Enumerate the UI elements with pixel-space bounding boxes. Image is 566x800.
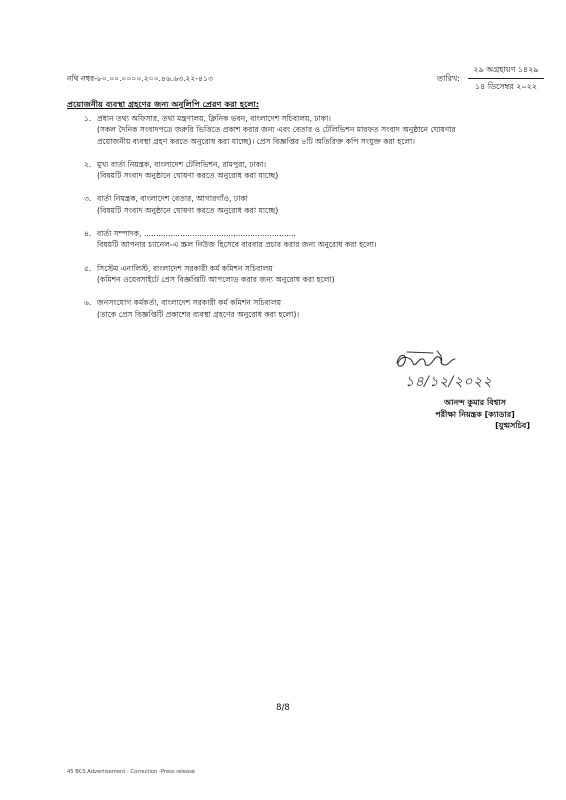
item-number: ৩.	[84, 194, 92, 204]
signatory-block	[395, 397, 555, 432]
item-line: বার্তা সম্পাদক, ...............................................................	[97, 229, 296, 239]
item-line: প্রয়োজনীয় ব্যবস্থা গ্রহণ করতে অনুরোধ করা যাচ্ছে)। প্রেস বিজ্ঞপ্তির ৪টি অতিরিক্ত কপি সংযুক্ত করা হলো।	[97, 136, 415, 146]
item-line: (কমিশন ওয়েবসাইটে প্রেস বিজ্ঞপ্তিটি আপলোড করার জন্য অনুরোধ করা হলো)	[97, 274, 335, 284]
signatory-name: আনন্দ কুমার বিশ্বাস	[444, 398, 506, 407]
item-line: বিষয়টি আপনার চ্যানেল-এ স্ক্রল নিউজ হিসেবে বারবার প্রচার করার জন্য অনুরোধ করা হলো।	[97, 240, 377, 250]
recipient-item	[67, 263, 547, 286]
item-line: জনসংযোগ কর্মকর্তা, বাংলাদেশ সরকারী কর্ম কমিশন সচিবালয়	[97, 298, 282, 308]
file-number: নথি নম্বর-৮০.০০.০০০০.২০০.৪৬.৬৩.২২-৪১৩	[67, 74, 213, 83]
recipient-item	[67, 113, 547, 147]
item-line: বার্তা নিয়ন্ত্রক, বাংলাদেশ বেতার, আগারগাঁও, ঢাকা	[97, 194, 248, 204]
recipient-list	[67, 113, 547, 320]
item-line: (তাকে প্রেস বিজ্ঞপ্তিটি প্রকাশের ব্যবস্থা গ্রহণের অনুরোধ করা হলো)।	[97, 309, 300, 319]
date-label: তারিখ:	[437, 74, 460, 83]
date-english: ১৪ ডিসেম্বর ২০২২	[474, 82, 538, 91]
document-footer: 45 BCS Advertisement - Correction -Press release	[67, 769, 196, 775]
item-number: ৪.	[84, 229, 92, 239]
recipient-item	[67, 159, 547, 182]
signature-date: ১৪/১২/২০২২	[405, 374, 493, 390]
date-bangla: ২৯ অগ্রহায়ণ ১৪২৯	[468, 64, 544, 79]
page-number: 8/8	[276, 703, 290, 713]
item-number: ৬.	[84, 298, 92, 308]
recipient-item	[67, 228, 547, 251]
signatory-rank: [যুগ্মসচিব]	[495, 421, 530, 430]
item-line: প্রধান তথ্য অফিসার, তথ্য মন্ত্রণালয়, ক্লিনিক ভবন, বাংলাদেশ সচিবালয়, ঢাকা।	[97, 114, 332, 123]
item-line: (বিষয়টি সংবাদ অনুষ্ঠানে ঘোষণা করতে অনুরোধ করা যাচ্ছে)	[97, 205, 279, 215]
recipient-item	[67, 297, 547, 320]
item-number: ৫.	[84, 263, 92, 273]
date-box	[468, 64, 544, 94]
item-number: ২.	[84, 159, 92, 169]
copy-distribution-heading: প্রয়োজনীয় ব্যবস্থা গ্রহণের জন্য অনুলিপি প্রেরণ করা হলো:	[67, 99, 260, 109]
item-line: মুখ্য বার্তা নিয়ন্ত্রক, বাংলাদেশ টেলিভিশন, রামপুরা, ঢাকা।	[97, 159, 267, 169]
recipient-item	[67, 193, 547, 216]
item-line: (বিষয়টি সংবাদ অনুষ্ঠানে ঘোষণা করতে অনুরোধ করা যাচ্ছে)	[97, 171, 279, 181]
item-line: (সকল দৈনিক সংবাদপত্রে জরুরি ভিত্তিতে প্রকাশ করার জন্য এবং বেতার ও টেলিভিশন মারফত সংবাদ অনুষ্ঠানে ঘোষণার	[97, 125, 456, 135]
item-line: সিস্টেম এনালিস্ট, বাংলাদেশ সরকারী কর্ম কমিশন সচিবালয়	[97, 263, 273, 273]
signatory-designation: পরীক্ষা নিয়ন্ত্রক [ক্যাডার]	[435, 409, 515, 419]
item-number: ১.	[84, 114, 92, 123]
